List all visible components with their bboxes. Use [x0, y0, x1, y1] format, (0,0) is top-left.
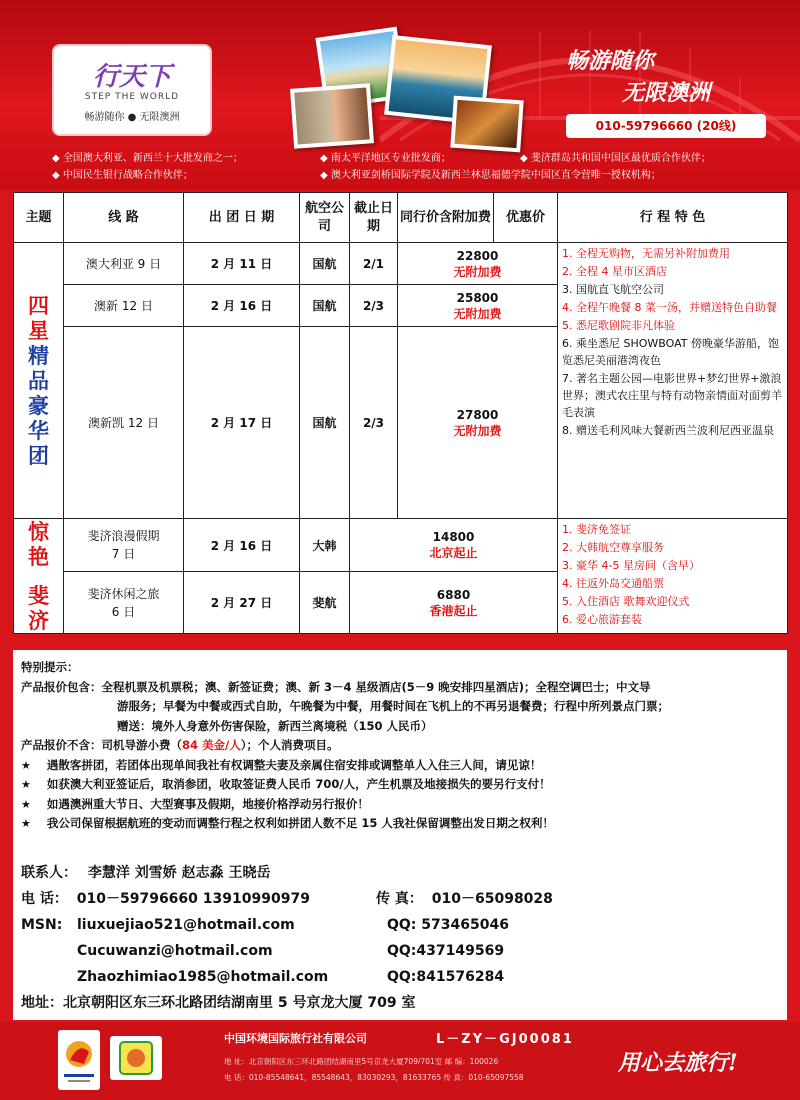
itinerary-table [13, 192, 787, 634]
feature-item: 3. 豪华 4-5 星房间（含早） [562, 559, 700, 572]
airline-cell: 斐航 [300, 572, 350, 634]
price-cell [398, 327, 558, 519]
msn-account: Zhaozhimiao1985@hotmail.com [77, 969, 329, 985]
contact-address-label: 地址： [21, 995, 63, 1011]
feature-item: 4. 往返外岛交通船票 [562, 577, 664, 590]
bullet-item: ◆ 南太平洋地区专业批发商； [320, 149, 451, 164]
table-row [14, 519, 788, 572]
feature-item: 2. 大韩航空尊享服务 [562, 541, 664, 554]
bullet-item: ◆ 澳大利亚剑桥国际学院及新西兰林思福德学院中国区直令营唯一授权机构； [320, 166, 661, 181]
route-cell: 澳大利亚 9 日 [64, 243, 184, 285]
theme-fiji [14, 519, 64, 634]
date-cell: 2 月 16 日 [184, 519, 300, 572]
qq-number: QQ:437149569 [387, 943, 505, 959]
col-route: 线 路 [64, 193, 184, 243]
slogan-line-2: 无限澳洲 [622, 80, 711, 106]
price-excludes-text-2: ）；个人消费项目。 [240, 738, 339, 752]
price-cell [350, 519, 558, 572]
notice-item: ★ 我公司保留根据航班的变动而调整行程之权利如拼团人数不足 15 人我社保留调整出发日期之权利！ [21, 814, 779, 834]
price-cell [398, 285, 558, 327]
date-cell: 2 月 17 日 [184, 327, 300, 519]
contact-phone: 010－59796660 13910990979 [76, 891, 310, 907]
date-cell: 2 月 11 日 [184, 243, 300, 285]
logo-subtitle: STEP THE WORLD [84, 92, 180, 102]
kangaroo-icon [58, 1030, 100, 1090]
footer [0, 1022, 800, 1100]
brand-logo [52, 44, 212, 136]
feature-item: 3. 国航直飞航空公司 [562, 283, 664, 296]
feature-item: 4. 全程午晚餐 8 菜一汤，并赠送特色自助餐 [562, 301, 777, 314]
feature-item: 2. 全程 4 星市区酒店 [562, 265, 667, 278]
photo-violinist [450, 96, 523, 153]
hotline: 010-59796660 (20线) [566, 114, 766, 138]
price-includes-text-1: 全程机票及机票税；澳、新签证费；澳、新 3－4 星级酒店(5－9 晚安排四星酒店)；全程空调巴士；中文导 [101, 679, 651, 694]
contact-fax-label: 传 真： [376, 891, 423, 907]
bullet-item: ◆ 中国民生银行战略合作伙伴； [52, 166, 193, 181]
bullet-item: ◆ 全国澳大利亚、新西兰十大批发商之一； [52, 149, 243, 164]
date-cell: 2 月 27 日 [184, 572, 300, 634]
price-excludes-label: 产品报价不含： [21, 738, 102, 752]
notice-item: ★ 如遇澳洲重大节日、大型赛事及假期，地接价格浮动另行报价！ [21, 795, 779, 815]
price-note: 无附加费 [453, 423, 502, 438]
price-value: 25800 [456, 290, 499, 305]
price-value: 22800 [456, 248, 499, 263]
price-cell [350, 572, 558, 634]
msn-account: liuxuejiao521@hotmail.com [77, 917, 295, 933]
pata-logo [110, 1036, 162, 1080]
msn-label: MSN: [21, 917, 63, 933]
footer-slogan: 用心去旅行! [618, 1050, 738, 1076]
tip-amount: 84 美金/人 [182, 738, 241, 752]
price-value: 14800 [432, 530, 475, 545]
price-includes-label: 产品报价包含： [21, 679, 102, 694]
price-includes [21, 678, 779, 698]
col-airline: 航空公司 [300, 193, 350, 243]
col-deadline: 截止日期 [350, 193, 398, 243]
col-discount: 优惠价 [494, 193, 558, 243]
price-includes-text-2: 游服务；早餐为中餐或西式自助，午晚餐为中餐，用餐时间在飞机上的不再另退餐费；行程中所列景点门票； [117, 699, 669, 713]
price-excludes [21, 736, 779, 756]
table-row [14, 243, 788, 285]
contact-fax-row [376, 886, 553, 912]
photo-koala-child [290, 83, 374, 148]
pata-icon [110, 1036, 162, 1080]
feature-item: 8. 赠送毛利风味大餐新西兰波利尼西亚温泉 [562, 424, 774, 437]
contact-fax: 010－65098028 [431, 891, 553, 907]
airline-cell: 国航 [300, 327, 350, 519]
feature-item: 6. 爱心旅游套装 [562, 613, 642, 626]
footer-license: L－ZY－GJ00081 [436, 1032, 574, 1047]
route-cell: 澳新 12 日 [64, 285, 184, 327]
qq-number: QQ: 573465046 [387, 917, 509, 933]
bullet-item: ◆ 斐济群岛共和国中国区最优质合作伙伴； [520, 149, 711, 164]
footer-address: 地 址：北京朝阳区东三环北路团结湖南里5号京龙大厦709/701室 邮 编：100026 [224, 1057, 499, 1066]
col-theme: 主题 [14, 193, 64, 243]
theme-fiji-line-2: 斐济 [28, 583, 49, 633]
features-fiji [558, 519, 788, 634]
theme-four-star-red: 四星 [28, 293, 49, 343]
deadline-cell: 2/3 [350, 327, 398, 519]
price-note: 香港起止 [429, 603, 478, 618]
route-cell: 斐济休闲之旅 6 日 [64, 572, 184, 634]
feature-item: 1. 斐济免签证 [562, 523, 631, 536]
contact-block [21, 860, 781, 1010]
feature-item: 5. 入住酒店 歌舞欢迎仪式 [562, 595, 690, 608]
violinist-image [455, 100, 520, 148]
contact-people-label: 联系人： [21, 865, 77, 881]
col-features: 行 程 特 色 [558, 193, 788, 243]
col-date: 出 团 日 期 [184, 193, 300, 243]
theme-fiji-line-1: 惊艳 [28, 519, 49, 569]
price-includes-text-3: 赠送：境外人身意外伤害保险，新西兰离境税（150 人民币） [117, 718, 433, 733]
route-cell: 斐济浪漫假期 7 日 [64, 519, 184, 572]
price-cell [398, 243, 558, 285]
feature-item: 7. 著名主题公园—电影世界+梦幻世界+激浪世界；澳式农庄里与特有动物亲情面对面剪羊毛表演 [562, 372, 782, 419]
deadline-cell: 2/1 [350, 243, 398, 285]
footer-phone: 电 话：010-85548641，85548643，83030293，81633765 传 真：010-65097558 [224, 1073, 524, 1082]
date-cell: 2 月 16 日 [184, 285, 300, 327]
contact-phone-label: 电 话： [21, 891, 68, 907]
notes-title: 特别提示： [21, 660, 79, 674]
price-excludes-text-1: 司机导游小费（ [101, 738, 182, 752]
theme-four-star-blue: 精品豪华团 [28, 343, 49, 468]
logo-title: 行天下 [92, 62, 171, 92]
contact-address-row [21, 990, 415, 1016]
feature-item: 6. 乘坐悉尼 SHOWBOAT 傍晚豪华游船，饱览悉尼美丽港湾夜色 [562, 337, 779, 367]
airline-cell: 国航 [300, 243, 350, 285]
features-four-star [558, 243, 788, 519]
deadline-cell: 2/3 [350, 285, 398, 327]
route-cell: 澳新凯 12 日 [64, 327, 184, 519]
footer-company: 中国环境国际旅行社有限公司 [224, 1032, 367, 1045]
logo-tagline: 畅游随你 ● 无限澳洲 [84, 112, 180, 123]
notice-item: ★ 如获澳大利亚签证后，取消参团，收取签证费人民币 700/人，产生机票及地接损失的要另行支付！ [21, 775, 779, 795]
price-note: 北京起止 [429, 546, 478, 561]
contact-address: 北京朝阳区东三环北路团结湖南里 5 号京龙大厦 709 室 [63, 995, 416, 1011]
price-note: 无附加费 [453, 306, 502, 321]
msn-account: Cucuwanzi@hotmail.com [77, 943, 273, 959]
australia-logo [58, 1030, 100, 1090]
header-banner [0, 0, 800, 190]
table-header-row [14, 193, 788, 243]
qq-number: QQ:841576284 [387, 969, 505, 985]
price-value: 6880 [436, 587, 471, 602]
price-note: 无附加费 [453, 264, 502, 279]
notice-item: ★ 遇散客拼团，若团体出现单间我社有权调整夫妻及亲属住宿安排或调整单人入住三人间，请见谅！ [21, 756, 779, 776]
airline-cell: 大韩 [300, 519, 350, 572]
koala-child-image [294, 88, 369, 145]
slogan-line-1: 畅游随你 [566, 48, 655, 74]
theme-four-star [14, 243, 64, 519]
contact-people-row [21, 860, 271, 886]
feature-item: 5. 悉尼歌剧院非凡体验 [562, 319, 675, 332]
feature-item: 1. 全程无购物，无需另补附加费用 [562, 247, 730, 260]
price-value: 27800 [456, 407, 499, 422]
col-peer-price: 同行价含附加费 [398, 193, 494, 243]
contact-phone-row [21, 886, 310, 912]
airline-cell: 国航 [300, 285, 350, 327]
notes-panel [13, 650, 787, 1020]
contact-people: 李慧洋 刘雪娇 赵志淼 王晓岳 [87, 865, 271, 881]
